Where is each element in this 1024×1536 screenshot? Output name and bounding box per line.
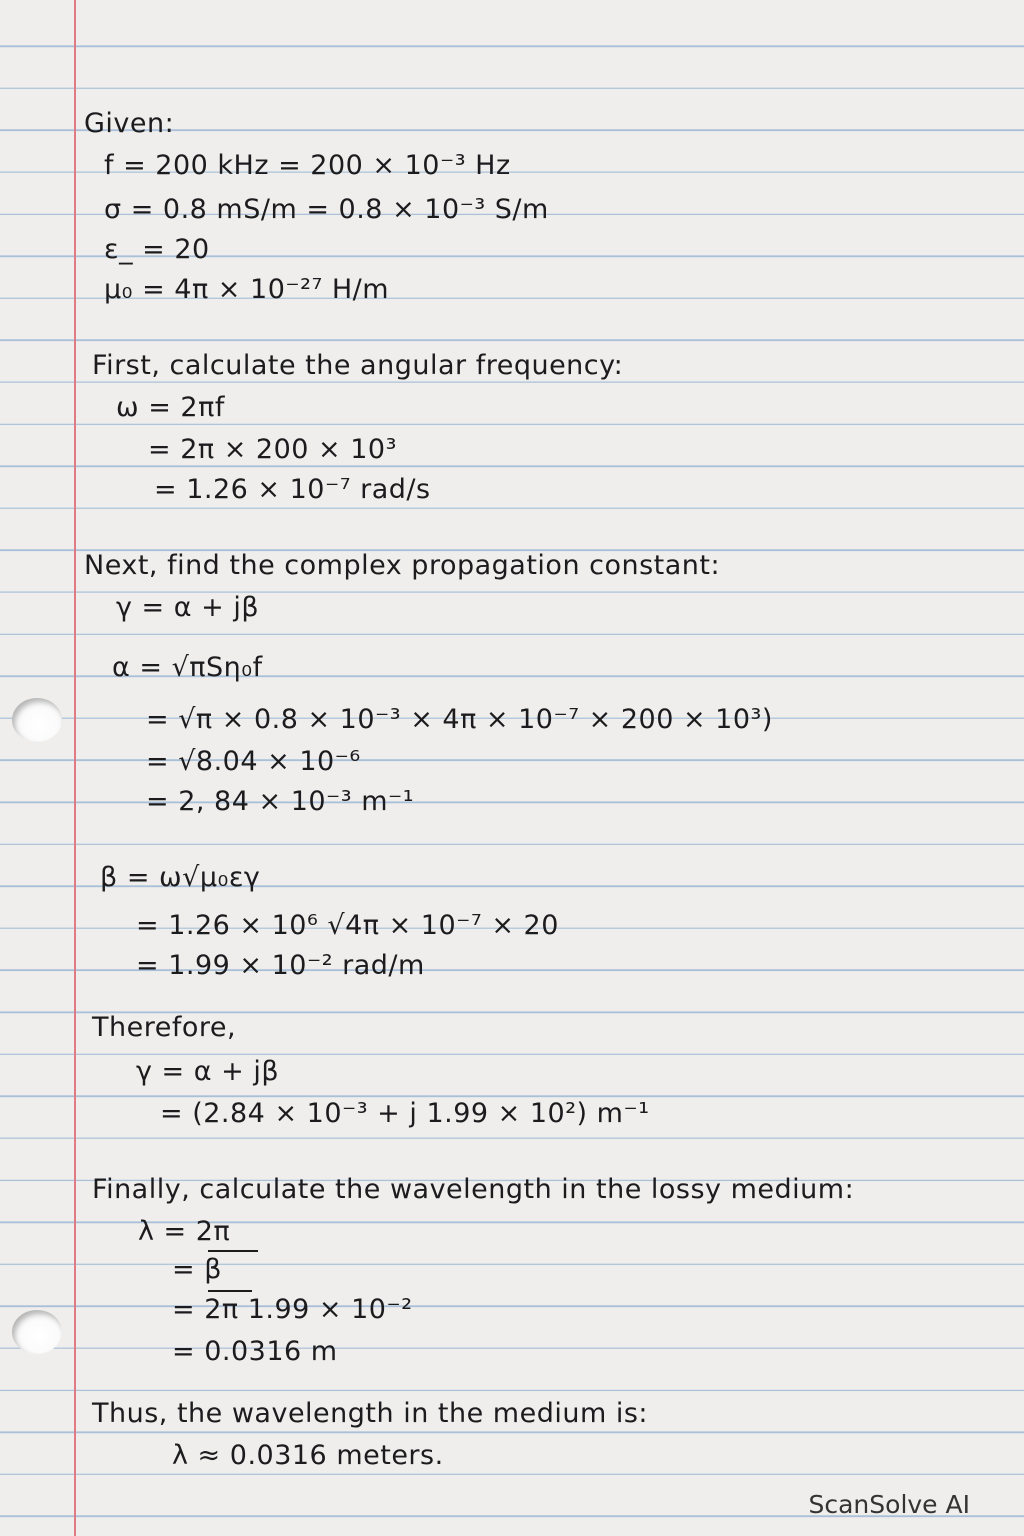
conclusion-heading: Thus, the wavelength in the medium is:	[92, 1398, 649, 1429]
given-heading: Given:	[84, 108, 175, 139]
conclusion-answer: λ ≈ 0.0316 meters.	[172, 1440, 444, 1471]
alpha-substitution: = √π × 0.8 × 10⁻³ × 4π × 10⁻⁷ × 200 × 10³)	[146, 704, 773, 735]
gamma-formula: γ = α + jβ	[116, 592, 260, 623]
punch-hole	[12, 698, 62, 742]
fraction-bar	[208, 1290, 252, 1292]
omega-formula: ω = 2πf	[116, 392, 225, 423]
wavelength-heading: Finally, calculate the wavelength in the lossy medium:	[92, 1174, 855, 1205]
wavelength-formula: λ = 2π	[138, 1216, 231, 1247]
beta-formula: β = ω√μ₀εγ	[100, 862, 261, 893]
punch-hole	[12, 1310, 62, 1354]
alpha-simplified: = √8.04 × 10⁻⁶	[146, 746, 361, 777]
given-frequency: f = 200 kHz = 200 × 10⁻³ Hz	[104, 150, 511, 181]
alpha-formula: α = √πSη₀f	[112, 652, 263, 683]
gamma-restated: γ = α + jβ	[136, 1056, 280, 1087]
omega-heading: First, calculate the angular frequency:	[92, 350, 624, 381]
beta-result: = 1.99 × 10⁻² rad/m	[136, 950, 425, 981]
gamma-heading: Next, find the complex propagation constant:	[84, 550, 721, 581]
wavelength-denominator: = β	[172, 1254, 222, 1285]
omega-substitution: = 2π × 200 × 10³	[148, 434, 397, 465]
beta-substitution: = 1.26 × 10⁶ √4π × 10⁻⁷ × 20	[136, 910, 559, 941]
gamma-result: = (2.84 × 10⁻³ + j 1.99 × 10²) m⁻¹	[160, 1098, 650, 1129]
therefore-heading: Therefore,	[92, 1012, 237, 1043]
wavelength-result: = 0.0316 m	[172, 1336, 338, 1367]
brand-watermark: ScanSolve AI	[808, 1490, 970, 1519]
given-conductivity: σ = 0.8 mS/m = 0.8 × 10⁻³ S/m	[104, 194, 549, 225]
alpha-result: = 2, 84 × 10⁻³ m⁻¹	[146, 786, 415, 817]
fraction-bar	[208, 1250, 258, 1252]
given-permeability: μ₀ = 4π × 10⁻²⁷ H/m	[104, 274, 390, 305]
given-permittivity: ε_ = 20	[104, 234, 210, 265]
margin-line	[74, 0, 76, 1536]
wavelength-substitution: = 2π 1.99 × 10⁻²	[172, 1294, 413, 1325]
omega-result: = 1.26 × 10⁻⁷ rad/s	[154, 474, 431, 505]
